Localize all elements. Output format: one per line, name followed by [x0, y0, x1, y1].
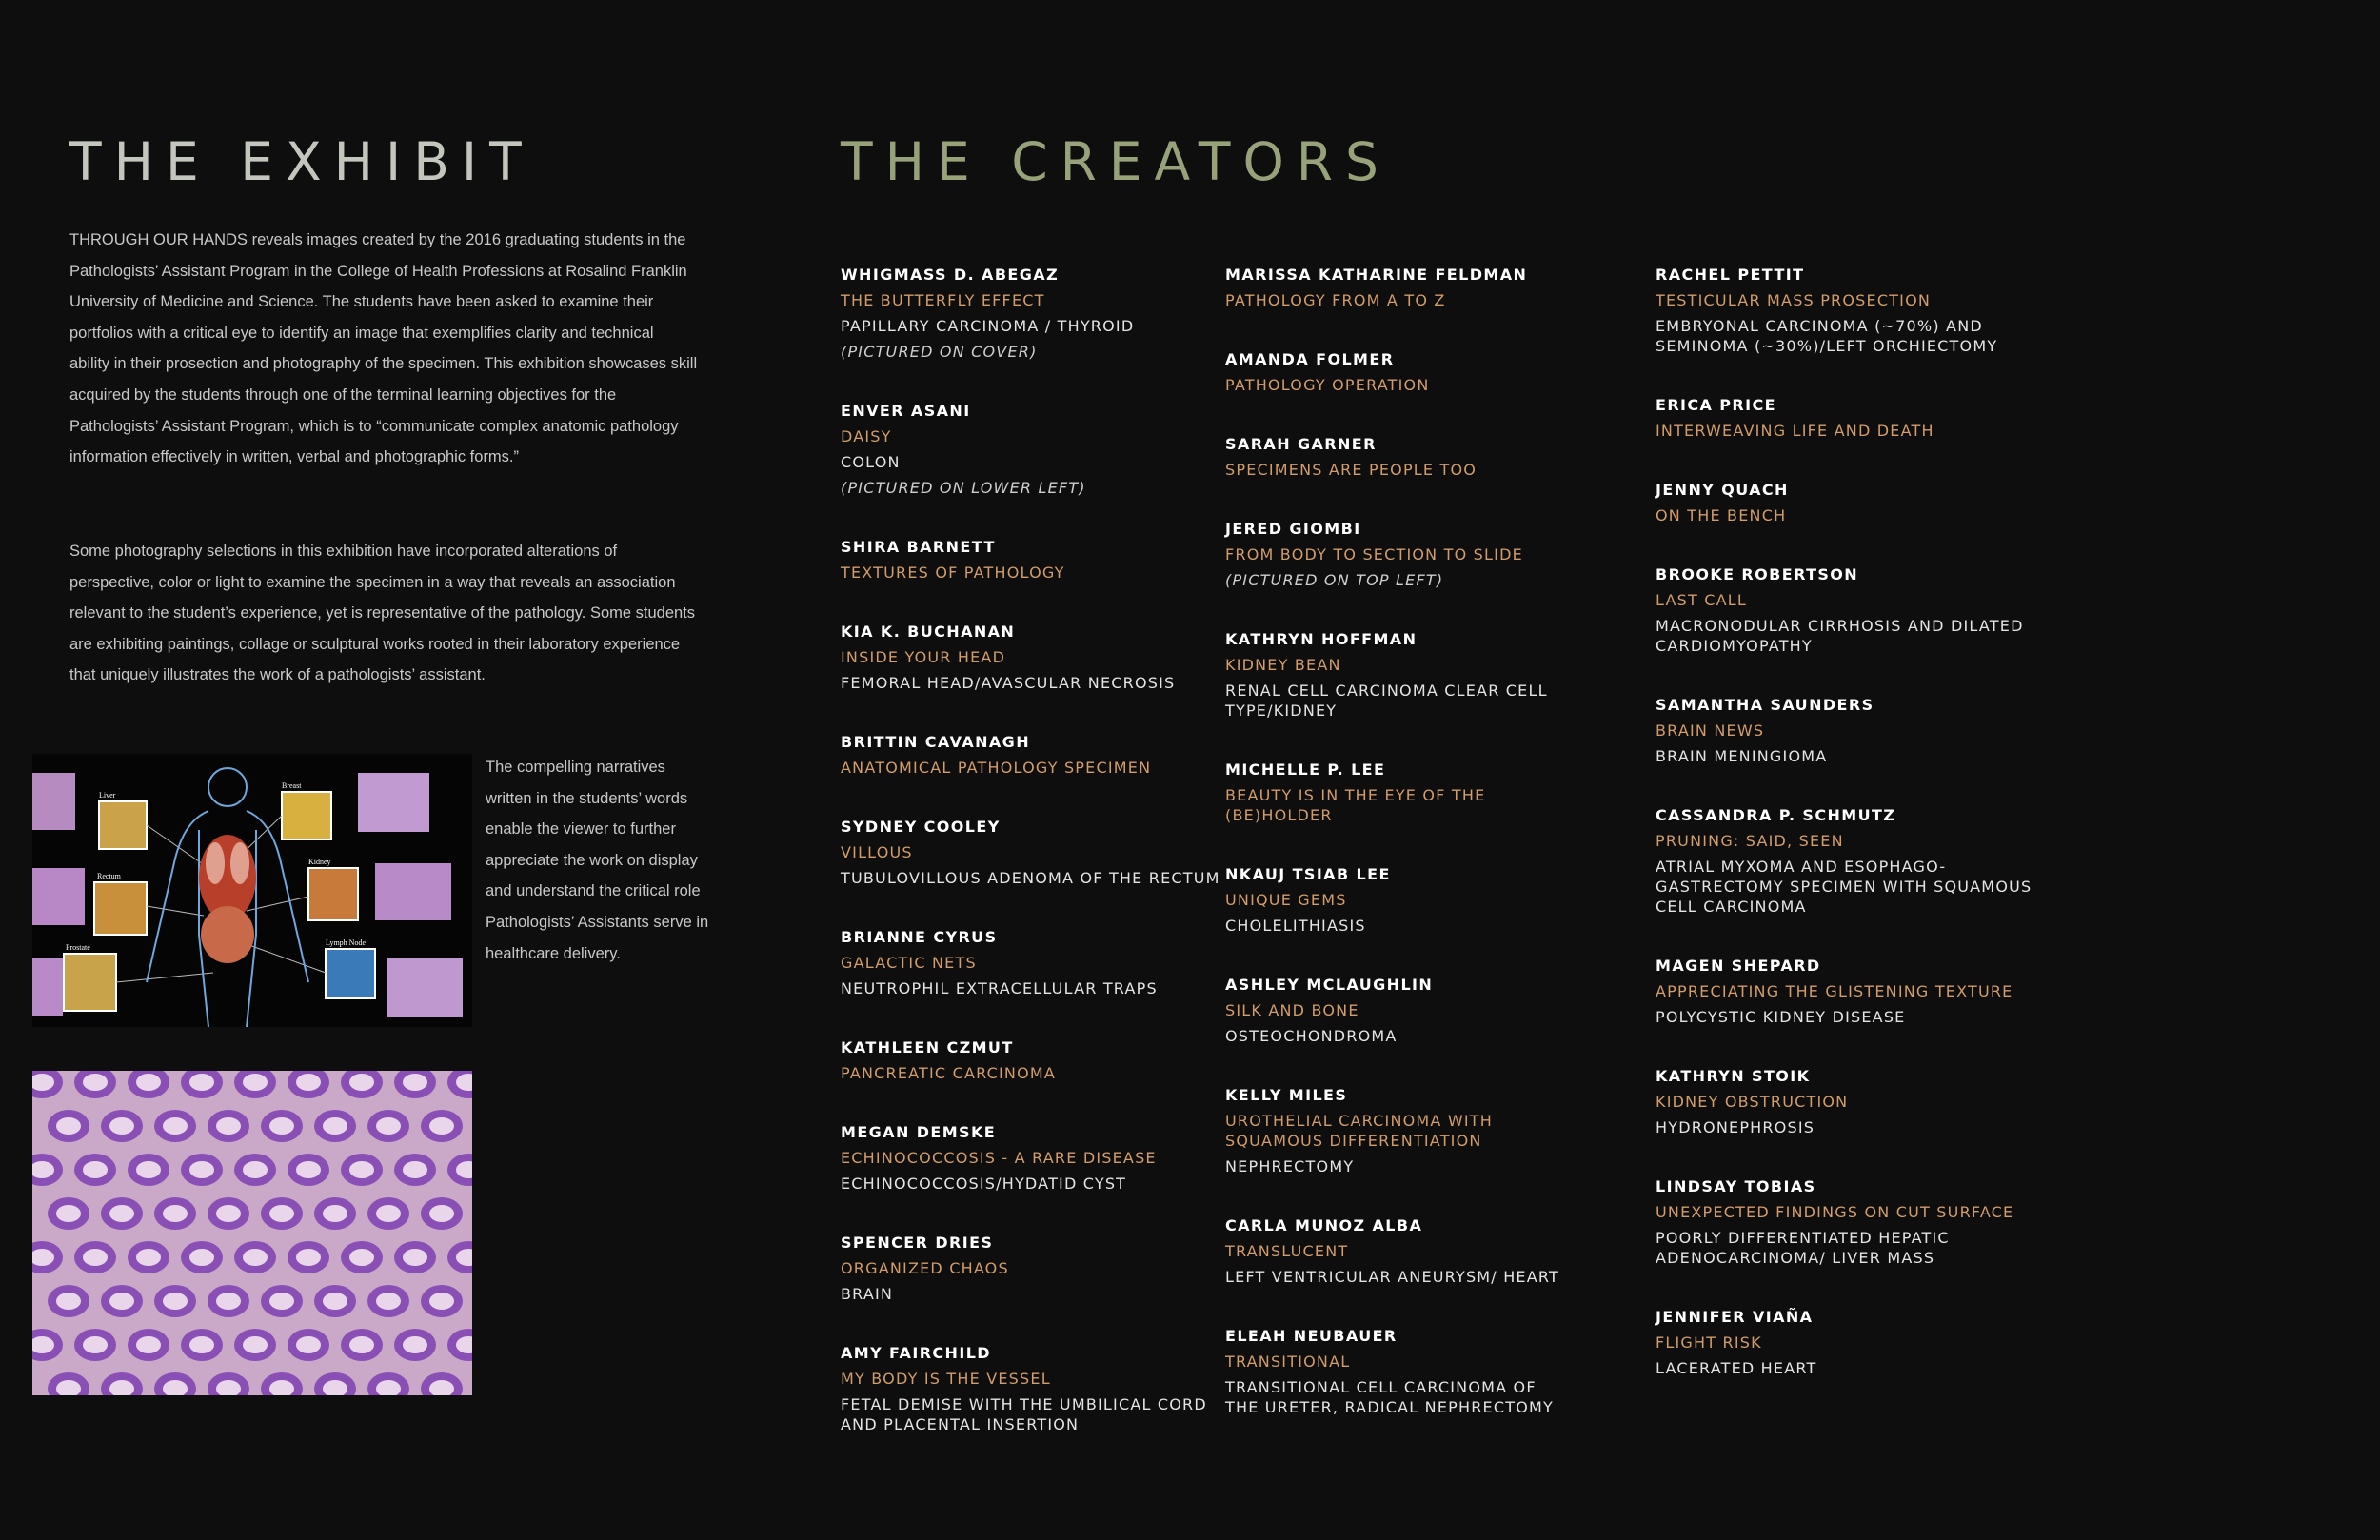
creator-entry	[1656, 1066, 2065, 1137]
exhibit-title: THE EXHIBIT	[69, 131, 534, 192]
creator-name: ELEAH NEUBAUER	[1225, 1327, 1398, 1345]
creator-work: APPRECIATING THE GLISTENING TEXTURE	[1656, 982, 2013, 1000]
creator-desc: TRANSITIONAL CELL CARCINOMA OF THE URETER, RADICAL NEPHRECTOMY	[1225, 1378, 1554, 1416]
creator-work: VILLOUS	[841, 843, 913, 861]
creator-work: TEXTURES OF PATHOLOGY	[841, 563, 1065, 582]
creator-name: AMY FAIRCHILD	[841, 1344, 991, 1362]
creator-name: RACHEL PETTIT	[1656, 266, 1805, 284]
creator-entry	[1225, 1215, 1568, 1287]
creator-desc: FETAL DEMISE WITH THE UMBILICAL CORD AND PLACENTAL INSERTION	[841, 1395, 1207, 1433]
anatomy-collage-image	[32, 754, 472, 1027]
figure-label-liver: Liver	[99, 791, 116, 800]
creator-name: WHIGMASS D. ABEGAZ	[841, 266, 1060, 284]
creator-name: ASHLEY MCLAUGHLIN	[1225, 976, 1434, 994]
creator-work: THE BUTTERFLY EFFECT	[841, 291, 1045, 309]
creator-note: (PICTURED ON TOP LEFT)	[1225, 571, 1444, 589]
creator-name: BRIANNE CYRUS	[841, 928, 998, 946]
creator-work: MY BODY IS THE VESSEL	[841, 1370, 1051, 1388]
creators-column-2	[1225, 265, 1568, 1456]
creator-work: LAST CALL	[1656, 591, 1747, 609]
creator-name: MEGAN DEMSKE	[841, 1123, 997, 1141]
creator-entry	[1225, 434, 1568, 480]
creator-entry	[1225, 760, 1568, 825]
creator-work: ANATOMICAL PATHOLOGY SPECIMEN	[841, 759, 1152, 777]
creator-work: BEAUTY IS IN THE EYE OF THE (BE)HOLDER	[1225, 786, 1486, 824]
figure-label-kidney: Kidney	[308, 858, 331, 866]
creator-desc: ECHINOCOCCOSIS/HYDATID CYST	[841, 1175, 1127, 1193]
creator-entry	[1656, 480, 2065, 525]
creator-name: KIA K. BUCHANAN	[841, 622, 1016, 641]
creator-name: SARAH GARNER	[1225, 435, 1377, 453]
creator-work: KIDNEY OBSTRUCTION	[1656, 1093, 1849, 1111]
creator-desc: PAPILLARY CARCINOMA / THYROID	[841, 317, 1135, 335]
creator-work: BRAIN NEWS	[1656, 721, 1765, 740]
creator-name: ENVER ASANI	[841, 402, 971, 420]
creator-name: KELLY MILES	[1225, 1086, 1348, 1104]
histology-colon-image	[32, 1071, 472, 1395]
creator-work: FLIGHT RISK	[1656, 1333, 1762, 1352]
creator-entry	[1225, 629, 1568, 721]
creator-work: ORGANIZED CHAOS	[841, 1259, 1009, 1277]
creator-entry	[1656, 1176, 2065, 1268]
creator-work: FROM BODY TO SECTION TO SLIDE	[1225, 545, 1523, 563]
creator-work: UNIQUE GEMS	[1225, 891, 1347, 909]
creators-column-3	[1656, 265, 2065, 1417]
creator-name: BROOKE ROBERTSON	[1656, 565, 1859, 583]
creator-name: KATHRYN HOFFMAN	[1225, 630, 1418, 648]
figure-label-prostate: Prostate	[66, 943, 90, 952]
creator-desc: NEUTROPHIL EXTRACELLULAR TRAPS	[841, 979, 1158, 997]
creator-entry	[1656, 1307, 2065, 1378]
creator-work: INSIDE YOUR HEAD	[841, 648, 1006, 666]
creator-work: TRANSLUCENT	[1225, 1242, 1349, 1260]
creator-entry	[1656, 395, 2065, 441]
creator-entry	[841, 1233, 1240, 1304]
exhibit-intro-paragraph: THROUGH OUR HANDS reveals images created by the 2016 graduating students in the Pathologists’ Assistant Program in the College of Health Professions at Rosalind Franklin University of Medicine and Science. The students have been asked to examine their portfolios with a critical eye to identify an image that exemplifies clarity and technical ability in their prosection and photography of the specimen. This exhibition showcases skill acquired by the students through one of the terminal learning objectives for the Pathologists’ Assistant Program, which is to “communicate complex anatomic pathology information effectively in written, verbal and photographic forms.”	[69, 231, 698, 466]
creator-desc: ATRIAL MYXOMA AND ESOPHAGO-GASTRECTOMY SPECIMEN WITH SQUAMOUS CELL CARCINOMA	[1656, 858, 2033, 916]
creator-desc: POLYCYSTIC KIDNEY DISEASE	[1656, 1008, 1906, 1026]
creator-desc: NEPHRECTOMY	[1225, 1157, 1355, 1175]
creator-desc: FEMORAL HEAD/AVASCULAR NECROSIS	[841, 674, 1176, 692]
narratives-side-note: The compelling narratives written in the students’ words enable the viewer to further appreciate the work on display and understand the critical role Pathologists’ Assistants serve in healthcare delivery.	[486, 759, 709, 962]
creator-desc: LEFT VENTRICULAR ANEURYSM/ HEART	[1225, 1268, 1560, 1286]
creator-desc: COLON	[841, 453, 901, 471]
creator-name: BRITTIN CAVANAGH	[841, 733, 1030, 751]
creator-name: ERICA PRICE	[1656, 396, 1776, 414]
creator-entry	[1225, 265, 1568, 310]
creator-name: JENNIFER VIAÑA	[1656, 1308, 1814, 1326]
creator-entry	[1225, 519, 1568, 590]
creator-entry	[841, 265, 1240, 362]
figure-label-breast: Breast	[282, 781, 302, 790]
creator-desc: HYDRONEPHROSIS	[1656, 1118, 1815, 1136]
creator-work: DAISY	[841, 427, 892, 445]
creator-desc: RENAL CELL CARCINOMA CLEAR CELL TYPE/KIDNEY	[1225, 681, 1548, 720]
creator-name: CASSANDRA P. SCHMUTZ	[1656, 806, 1896, 824]
creator-desc: OSTEOCHONDROMA	[1225, 1027, 1398, 1045]
creator-entry	[1656, 265, 2065, 356]
creator-entry	[1656, 564, 2065, 656]
creator-entry	[841, 537, 1240, 582]
creator-work: PATHOLOGY OPERATION	[1225, 376, 1430, 394]
creator-work: PANCREATIC CARCINOMA	[841, 1064, 1057, 1082]
creator-desc: TUBULOVILLOUS ADENOMA OF THE RECTUM	[841, 869, 1220, 887]
creators-column-1	[841, 265, 1240, 1473]
creator-work: ECHINOCOCCOSIS - A RARE DISEASE	[841, 1149, 1157, 1167]
creator-name: SYDNEY COOLEY	[841, 818, 1001, 836]
creator-entry	[1656, 805, 2065, 917]
creator-work: PATHOLOGY FROM A TO Z	[1225, 291, 1446, 309]
creator-work: SILK AND BONE	[1225, 1001, 1359, 1019]
creator-work: TRANSITIONAL	[1225, 1352, 1351, 1371]
creator-entry	[1225, 1085, 1568, 1176]
creator-entry	[841, 1037, 1240, 1083]
creator-name: SPENCER DRIES	[841, 1234, 994, 1252]
creator-name: KATHRYN STOIK	[1656, 1067, 1811, 1085]
creator-entry	[1656, 956, 2065, 1027]
creator-desc: EMBRYONAL CARCINOMA (~70%) AND SEMINOMA (~30%)/LEFT ORCHIECTOMY	[1656, 317, 1998, 355]
creator-note: (PICTURED ON COVER)	[841, 343, 1038, 361]
creator-name: NKAUJ TSIAB LEE	[1225, 865, 1391, 883]
creator-work: KIDNEY BEAN	[1225, 656, 1341, 674]
creator-work: GALACTIC NETS	[841, 954, 977, 972]
creator-name: LINDSAY TOBIAS	[1656, 1177, 1816, 1195]
creator-entry	[1225, 864, 1568, 936]
creator-name: CARLA MUNOZ ALBA	[1225, 1216, 1423, 1234]
creator-work: UNEXPECTED FINDINGS ON CUT SURFACE	[1656, 1203, 2014, 1221]
figure-label-lymph-node: Lymph Node	[326, 938, 366, 947]
creator-work: INTERWEAVING LIFE AND DEATH	[1656, 422, 1934, 440]
creator-name: SAMANTHA SAUNDERS	[1656, 696, 1874, 714]
creator-name: SHIRA BARNETT	[841, 538, 996, 556]
creator-work: PRUNING: SAID, SEEN	[1656, 832, 1844, 850]
creator-work: SPECIMENS ARE PEOPLE TOO	[1225, 461, 1478, 479]
creator-entry	[1225, 975, 1568, 1046]
creators-title: THE CREATORS	[841, 131, 1391, 192]
creator-entry	[841, 622, 1240, 693]
creator-entry	[841, 1343, 1240, 1434]
creator-entry	[841, 817, 1240, 888]
creator-desc: CHOLELITHIASIS	[1225, 917, 1366, 935]
creator-entry	[841, 401, 1240, 498]
creator-desc: BRAIN MENINGIOMA	[1656, 747, 1828, 765]
creator-name: JENNY QUACH	[1656, 481, 1789, 499]
exhibit-alterations-paragraph: Some photography selections in this exhibition have incorporated alterations of perspective, color or light to examine the specimen in a way that reveals an association relevant to the student’s experience, yet is representative of the pathology. Some students are exhibiting paintings, collage or sculptural works rooted in their laboratory experience that uniquely illustrates the work of a pathologists’ assistant.	[69, 543, 696, 684]
creator-entry	[841, 732, 1240, 778]
creator-entry	[1225, 1326, 1568, 1417]
creator-name: KATHLEEN CZMUT	[841, 1038, 1014, 1056]
creator-work: ON THE BENCH	[1656, 506, 1787, 524]
creator-name: MAGEN SHEPARD	[1656, 957, 1821, 975]
creator-work: TESTICULAR MASS PROSECTION	[1656, 291, 1932, 309]
creator-entry	[841, 927, 1240, 998]
creator-name: MICHELLE P. LEE	[1225, 760, 1386, 779]
creator-desc: MACRONODULAR CIRRHOSIS AND DILATED CARDIOMYOPATHY	[1656, 617, 2024, 655]
figure-label-rectum: Rectum	[97, 872, 121, 880]
creator-note: (PICTURED ON LOWER LEFT)	[841, 479, 1086, 497]
creator-entry	[841, 1122, 1240, 1194]
creator-entry	[1656, 695, 2065, 766]
creator-desc: LACERATED HEART	[1656, 1359, 1817, 1377]
creator-name: JERED GIOMBI	[1225, 520, 1361, 538]
creator-name: MARISSA KATHARINE FELDMAN	[1225, 266, 1528, 284]
creator-desc: BRAIN	[841, 1285, 894, 1303]
creator-work: UROTHELIAL CARCINOMA WITH SQUAMOUS DIFFERENTIATION	[1225, 1112, 1493, 1150]
creator-desc: POORLY DIFFERENTIATED HEPATIC ADENOCARCINOMA/ LIVER MASS	[1656, 1229, 1950, 1267]
creator-name: AMANDA FOLMER	[1225, 350, 1395, 368]
creator-entry	[1225, 349, 1568, 395]
